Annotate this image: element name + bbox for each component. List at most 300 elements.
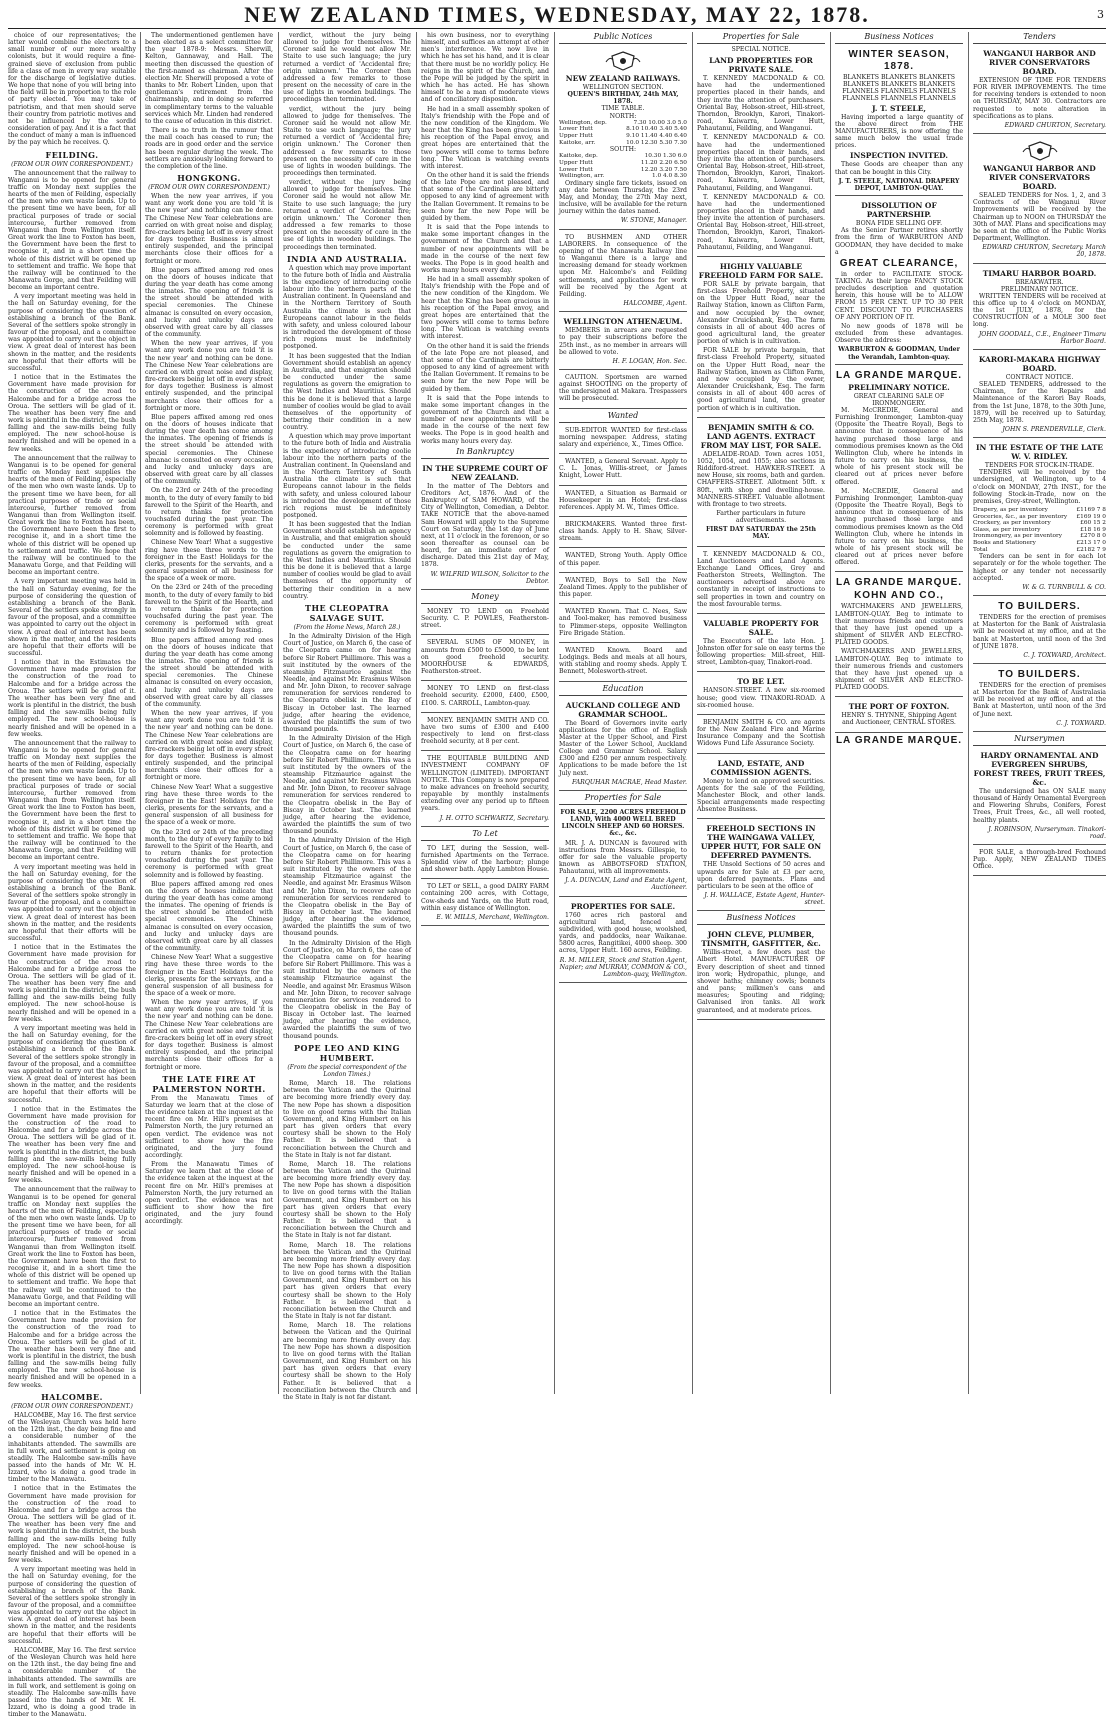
business-ad xyxy=(835,46,963,196)
money-ad xyxy=(421,637,549,681)
business-ad xyxy=(835,198,963,365)
timetable-title: TIME TABLE. xyxy=(601,105,645,113)
ad-text: TO LET, during the Session, well-furnished Apartments on the Terrace. Splendid view of the harbour; plunge and shower bath. Apply Lambton House. xyxy=(421,844,549,874)
station-times: 7.30 10.00 3.0 5.0 xyxy=(633,119,687,126)
ad-line: BLANKETS BLANKETS BLANKETS xyxy=(842,74,956,81)
article-text: On the other hand it is said the friends of the late Pope are not pleased, and that some of the Cardinals are bitterly opposed to any kind of agreement with the Italian Government. It remains to be seen how far the new Pope will be guided by them. xyxy=(421,342,549,393)
ad-subheading: GREAT CLEARING SALE OF IRONMONGERY. xyxy=(853,392,945,407)
coat-of-arms-icon xyxy=(604,50,642,72)
article-text: There is no truth in the rumour that the mail coach has ceased to run; the roads are in good order and the service has been regular during the week. The settlers are anxiously looking forward to the completion of the line. xyxy=(145,127,273,170)
article-text: The undermentioned gentlemen have been elected as a select committee for the year 1878-9: Messrs. Sherwill, Kelton, Gannaway, and Hall. The meeting then discussed the question of the first-named as chairman. After the election Mr. Sherwill proposed a vote of thanks to Mr. Robert Linden, upon that gentleman's retirement from the chairmanship, and in doing so referred in complimentary terms to the valuable services which Mr. Linden had rendered to the cause of education in this district. xyxy=(145,32,273,125)
section-heading: Properties for Sale xyxy=(559,793,687,805)
article-heading: POPE LEO AND KING HUMBERT. xyxy=(294,1042,400,1063)
ad-banner: GREAT CLEARANCE, xyxy=(839,257,959,269)
ad-text: T. KENNEDY MACDONALD & CO. have had the undermentioned properties placed in their hands, and they invite the attention of purchasers. Oriental Bay, Hobson-street, Hill-street, Thorndon, Brooklyn, Karori, Tinakori-road, Kaiwarra, Lower Hutt, Pahautanui, Feilding, and Wanganui. xyxy=(697,75,825,133)
station-name: Wellington, arr. xyxy=(559,173,605,180)
notice-text: TO BUSHMEN AND OTHER LABORERS. In consequence of the opening of the Manawatu Railway line to Wanganui there is a large and increasing demand for steady workmen upon Mr. Halcombe's and Feilding settlements, and applications for work will be received by the Agent at Feilding. xyxy=(559,233,687,298)
ad-text: FOR SALE, 2200 ACRES FREEHOLD LAND, With 4000 WELL BRED LINCOLN SHEEP AND 60 HORSES. &c., &c. xyxy=(560,808,686,838)
railway-notice xyxy=(559,46,687,230)
ad-text: These Goods are cheaper than any that can be bought in this City. xyxy=(835,161,963,176)
article-text: A question which may prove important to the future both of India and Australia is the expediency of introducing coolie labour into the northern parts of the Australian continent. In Queensland and in the Northern Territory of South Australia the climate is such that Europeans cannot labour in the fields with safety, and unless coloured labour is introduced the development of those rich regions must be indefinitely postponed. xyxy=(283,433,411,519)
timetable-direction: SOUTH: xyxy=(609,146,637,154)
lot-name: Total xyxy=(973,546,988,553)
article-text: In the Admiralty Division of the High Court of Justice, on March 6, the case of the Cleopatra came on for hearing before Sir Robert Phillimore. This was a suit instituted by the owners of the steamship Fitzmaurice against the Needle, and against Mr. Erasmus Wilson and Mr. John Dixon, to recover salvage remuneration for services rendered to the Cleopatra obelisk in the Bay of Biscay in October last. The learned judge, after hearing the evidence, awarded the plaintiffs the sum of two thousand pounds. xyxy=(283,837,411,938)
ad-heading: LAND PROPERTIES FOR PRIVATE SALE. xyxy=(709,56,813,75)
property-ad xyxy=(559,899,687,983)
article-text: Blue papers affixed among red ones on the doors of houses indicate that during the year death has come among the inmates. The opening of friends is the street should be attended with special ceremonies. The Chinese almanac is consulted on every occasion, and lucky and unlucky days are observed with great care by all classes of the community. xyxy=(145,880,273,953)
ad-text: M. McCREDIE, General and Furnishing Ironmonger, Lambton-quay (Opposite the Theatre Royal), Begs to announce that in consequence of his having purchased those large and commodious premises known as the Old Wellington Club, where he intends in future to carry on his business, the whole of his present stock will be cleared out at prices never before offered. xyxy=(835,407,963,486)
ad-heading: LAND, ESTATE, AND COMMISSION AGENTS. xyxy=(710,758,812,777)
ad-text: BRICKMAKERS. Wanted three first-class hands. Apply to H. Shaw, Silver-stream. xyxy=(559,521,687,543)
article-text: A very important meeting was held in the hall on Saturday evening, for the purpose of considering the question of establishing a branch of the Bank. Several of the settlers spoke strongly in favour of the proposal, and a committee was appointed to carry out the object in view. A great deal of interest has been shown in the matter, and the residents are hopeful that their efforts will be successful. xyxy=(8,863,136,943)
notice-signature: EDWARD CHURTON, Secretary. March 20, 1878. xyxy=(982,244,1106,259)
article-text: In the Admiralty Division of the High Court of Justice, on March 6, the case of the Cleopatra came on for hearing before Sir Robert Phillimore. This was a suit instituted by the owners of the steamship Fitzmaurice against the Needle, and against Mr. Erasmus Wilson and Mr. John Dixon, to recover salvage remuneration for services rendered to the Cleopatra obelisk in the Bay of Biscay in October last. The learned judge, after hearing the evidence, awarded the plaintiffs the sum of two thousand pounds. xyxy=(283,735,411,836)
notice-heading: WANGANUI HARBOR AND RIVER CONSERVATORS BOARD. xyxy=(983,49,1096,76)
ad-note: Farther particulars in future advertisements. xyxy=(716,509,806,525)
notice-heading: TIMARU HARBOR BOARD. xyxy=(982,268,1097,278)
lot-name: Books and Stationery xyxy=(973,540,1036,547)
timetable-row xyxy=(559,167,687,174)
notice-title: QUEEN'S BIRTHDAY, 24th MAY, 1878. xyxy=(567,91,679,106)
timetable-row xyxy=(559,140,687,147)
lot-name: Crockery, as per inventory xyxy=(973,520,1051,527)
article-text: A very important meeting was held in the hall on Saturday evening, for the purpose of considering the question of establishing a branch of the Bank. Several of the settlers spoke strongly in favour of the proposal, and a committee was appointed to carry out the object in view. A great deal of interest has been shown in the matter, and the residents are hopeful that their efforts will be successful. xyxy=(8,1024,136,1104)
ad-text: BENJAMIN SMITH & CO. are agents for the New Zealand Fire and Marine Insurance Company and the Scottish Widows Fund Life Assurance Society. xyxy=(697,718,825,748)
ad-text: T. KENNEDY MACDONALD & CO. have had the undermentioned properties placed in their hands, and they invite the attention of purchasers. Oriental Bay, Hobson-street, Hill-street, Thorndon, Brooklyn, Karori, Tinakori-road, Kaiwarra, Lower Hutt, Pahautanui, Feilding, and Wanganui. xyxy=(697,193,825,251)
wanted-ad xyxy=(559,519,687,548)
tender-notice xyxy=(973,598,1106,664)
property-ad xyxy=(559,807,687,897)
ad-banner: KOHN AND CO., xyxy=(854,590,944,602)
section-heading: Public Notices xyxy=(559,32,687,44)
notice-heading: WANGANUI HARBOR AND RIVER CONSERVATORS BOARD. xyxy=(983,164,1096,192)
wanted-ad xyxy=(559,645,687,682)
ad-signature: FARQUHAR MACRAE, Head Master. xyxy=(571,778,687,786)
lot-value: £60 15 2 xyxy=(1080,520,1106,527)
ad-text: Money to lend on approved securities. Agents for the sale of the Feilding, Manchester Block, and other lands. Special arrangements made respecting Absentee Business. xyxy=(697,777,825,814)
notice-signature: W. STONE, Manager. xyxy=(620,217,687,225)
article-text: Rome, March 18. The relations between the Vatican and the Quirinal are becoming more friendly every day. The new Pope has shown a disposition to live on good terms with the Italian Government, and King Humbert on his part has given orders that every courtesy shall be shown to the Holy Father. It is believed that a reconciliation between the Church and the State in Italy is not far distant. xyxy=(283,1241,411,1321)
ad-heading: DISSOLUTION OF PARTNERSHIP. xyxy=(861,201,937,220)
tender-notice xyxy=(973,266,1106,350)
notice-text: WRITTEN TENDERS will be received at this office up to 4 o'clock on MONDAY, the 1st JULY, 1878, for the CONSTRUCTION of a MOLE 300 feet long. xyxy=(973,292,1106,329)
ad-text: FOR SALE by private bargain, that first-class Freehold Property, situated on the Upper Hutt Road, near the Railway Station, known as Clifton Farm, and now occupied by the owner, Alexander Cruickshank, Esq. The farm consists in all of about 400 acres of good agricultural land, the greater portion of which is in cultivation. xyxy=(697,347,825,412)
tender-notice xyxy=(973,352,1106,438)
article-text: It has been suggested that the Indian Government should establish an agency in Australia, and that emigration should be conducted under the same regulations as govern the emigration to the West Indies and Mauritius. Should this be done it is believed that a large number of coolies would be glad to avail themselves of the opportunity of bettering their condition in a new country. xyxy=(283,521,411,600)
money-ad xyxy=(421,606,549,635)
ad-heading: VALUABLE PROPERTY FOR SALE. xyxy=(703,618,819,637)
ad-text: FOR SALE by private bargain, that first-class Freehold Property, situated on the Upper Hutt Road, near the Railway Station, known as Clifton Farm, and now occupied by the owner, Alexander Cruickshank, Esq. The farm consists in all of about 400 acres of good agricultural land, the greater portion of which is in cultivation. xyxy=(697,280,825,346)
property-ad xyxy=(697,821,825,911)
ad-text: T. KENNEDY MACDONALD & CO., Land Auctioneers and Land Agents. Exchange Land Offices, Grey and Featherston Streets, Wellington. The auctioneers advertised above are constantly in receipt of instructions to sell properties in town and country on the most favourable terms. xyxy=(697,550,825,608)
notice-banner: TO BUILDERS. xyxy=(998,668,1081,680)
ad-heading: J. T. STEELE, xyxy=(871,103,927,113)
notice-heading: KARORI-MAKARA HIGHWAY BOARD. xyxy=(978,354,1101,373)
article-text: choice of our representatives; the latter would combine the electors to a small number of our more wealthy colonists, but it would require a fine-grained sieve of exclusion from public life a class of men in every way suitable for the discharge of legislative duties. We hope that none of you will bring into the field will be in proportion to the role of party elected. You may take of patriotism, and that men should serve their country from patriotic motives and not be influenced by the sordid consideration of pay. And it is a fact that the conduct of many a man is influenced by the pay which he receives. Q. xyxy=(8,32,136,147)
notice-subheading: PRELIMINARY NOTICE. xyxy=(1000,285,1079,293)
notice-signature: W. WILFRID WILSON, Solicitor to the Debtor. xyxy=(430,570,549,585)
ad-heading: AUCKLAND COLLEGE AND GRAMMAR SCHOOL. xyxy=(565,700,681,719)
timetable-row xyxy=(559,160,687,167)
ad-text: 1760 acres rich pastoral and agricultural land, fenced and subdivided, with good house, woolshed, yards, and paddocks, near Waikanae. 5800 acres, Rangitikei, 4000 sheep. 300 acres, Upper Hutt. 160 acres, Feilding. xyxy=(559,911,687,955)
ad-signature: J. A. DUNCAN, Land and Estate Agent, Auctioneer. xyxy=(565,877,687,892)
column-7 xyxy=(835,32,963,1394)
ad-text: The Executors of the late Hon. J. Johnston offer for sale on easy terms the following properties: Mill-street, Hill-street, Lambton-quay, Tinakori-road. xyxy=(697,637,825,667)
ad-text: WANTED, Boys to Sell the New Zealand Times. Apply to the publisher of this paper. xyxy=(559,576,687,599)
table-row xyxy=(973,540,1106,547)
ad-signature: J. T. STEELE, NATIONAL DRAPERY DEPOT, LAMBTON-QUAY. xyxy=(838,177,960,192)
article-text: A question which may prove important to the future both of India and Australia is the expediency of introducing coolie labour into the northern parts of the Australian continent. In Queensland and in the Northern Territory of South Australia the climate is such that Europeans cannot labour in the fields with safety, and unless coloured labour is introduced the development of those rich regions must be indefinitely postponed. xyxy=(283,264,411,351)
article-text: Chinese New Year! What a suggestive ring have these three words to the foreigner in the East! Holidays for the clerks, presents for the servants, and a general suspension of all business for the space of a week or more. xyxy=(145,954,273,997)
ad-line: FLANNELS FLANNELS FLANNELS xyxy=(842,95,956,103)
notice-subheading: CONTRACT NOTICE. xyxy=(1005,373,1074,381)
newspaper-title: NEW ZEALAND TIMES, WEDNESDAY, MAY 22, 1878. xyxy=(244,2,870,27)
stock-lots-table xyxy=(973,507,1106,553)
article-byline: (From the special correspondent of the London Times.) xyxy=(287,1063,407,1078)
ad-signature: WARBURTON & GOODMAN, Under the Verandah, Lambton-quay. xyxy=(838,346,960,361)
article-text: I notice that in the Estimates the Government have made provision for the construction of the road to Halcombe and for a bridge across the Oroua. The settlers will be glad of it. The weather has been very fine and work is plentiful in the district, the bush falling and the saw-mills being fully employed. The new school-house is nearly finished and will be opened in a few weeks. xyxy=(8,1310,136,1389)
notice-text: TENDERS will be received by the undersigned, at Wellington, up to 4 o'clock on MONDAY, 27th INST., for the following Stock-in-Trade, now on the premises, Grey-street, Wellington. xyxy=(973,469,1106,505)
ad-text: As the Senior Partner retires shortly from the firm of WARBURTON AND GOODMAN, they have decided to make a xyxy=(835,227,963,256)
notice-signature: H. F. LOGAN, Hon. Sec. xyxy=(612,357,687,365)
notice-signature: C. J. TOXWARD. xyxy=(1056,719,1106,727)
table-row xyxy=(973,527,1106,534)
column-2 xyxy=(145,32,273,1394)
article-text: It is said that the Pope intends to make some important changes in the government of the Church and that a number of new appointments will be made in the course of the next few weeks. The Pope is in good health and works many hours every day. xyxy=(421,224,549,274)
notice-text: Tenders can be sent in for each lot separately or for the whole together. The highest or any tender not necessarily accepted. xyxy=(973,553,1106,582)
section-heading: To Let xyxy=(421,829,549,841)
article-text: I notice that in the Estimates the Government have made provision for the construction of the road to Halcombe and for a bridge across the Oroua. The settlers will be glad of it. The weather has been very fine and work is plentiful in the district, the bush falling and the saw-mills being fully employed. The new school-house is nearly finished and will be opened in a few weeks. xyxy=(8,374,136,453)
ad-text: WATCHMAKERS AND JEWELLERS, LAMBTON-QUAY. Beg to intimate to their numerous friends and customers that they have just opened up a shipment of SILVER AND ELECTRO-PLATED GOODS. xyxy=(835,648,963,692)
notice-heading: IN THE ESTATE OF THE LATE W. V. RIDLEY. xyxy=(975,443,1104,462)
article-heading: INDIA AND AUSTRALIA. xyxy=(286,253,408,264)
timetable-row xyxy=(559,153,687,160)
article-text: When the new year arrives, if you want any work done you are told 'it is the new year' and nothing can be done. The Chinese New Year celebrations are carried on with great noise and display, fire-crackers being let off in every street for days together. Business is almost entirely suspended, and the principal merchants close their offices for a fortnight or more. xyxy=(145,999,273,1071)
ad-text: Willis-street, a few doors past the Albert Hotel. MANUFACTURER OF Every description of sheet and tinned iron work; Hydropathic, plunge, and shower baths; chimney cowls; bonnets and pans; milkmen's cans and measures; Spouting and ridging; Galvanised iron tanks. All work guaranteed, and at moderate prices. xyxy=(697,949,825,1014)
article-heading: FEILDING. xyxy=(45,149,99,160)
notice-text: EXTENSION OF TIME FOR TENDERS FOR RIVER IMPROVEMENTS. The time for receiving tenders is extended to noon on THURSDAY, MAY 30. Contractors are requested to note alteration in specifications as to plans. xyxy=(973,77,1106,120)
article-text: It is said that the Pope intends to make some important changes in the government of the Church and that a number of new appointments will be made in the course of the next few weeks. The Pope is in good health and works many hours every day. xyxy=(421,394,549,445)
ad-banner: LA GRANDE MARQUE. xyxy=(835,577,963,589)
station-name: Upper Hutt xyxy=(559,159,593,166)
article-text: verdict, without the jury being allowed to judge for themselves. The Coroner said he would not allow Mr. Staite to use such language; the jury returned a verdict of 'Accidental fire; origin unknown.' The Coroner then addressed a few remarks to those present on the necessity of care in the use of lights in wooden buildings. The proceedings then terminated. xyxy=(283,179,411,251)
notice-text: TENDERS for the erection of premises at Masterton for the Bank of Australasia will be received at my office, and at the Bank at Masterton, until noon of the 3rd of June next. xyxy=(973,681,1106,718)
notice-signature: EDWARD CHURTON, Secretary. xyxy=(1004,121,1106,129)
wanted-ad xyxy=(559,606,687,643)
article-text: When the new year arrives, if you want any work done you are told 'it is the new year' and nothing can be done. The Chinese New Year celebrations are carried on with great noise and display, fire-crackers being let off in every street for days together. Business is almost entirely suspended, and the principal merchants close their offices for a fortnight or more. xyxy=(145,340,273,412)
to-let-ad xyxy=(421,881,549,926)
public-notice xyxy=(559,314,687,370)
ad-text: MONEY TO LEND on Freehold Security. C. P. POWLES, Featherston-street. xyxy=(421,607,549,630)
property-ad xyxy=(697,674,825,714)
public-notice xyxy=(559,372,687,409)
property-ad xyxy=(697,420,825,547)
article-text: He had in a small assembly spoken of Italy's friendship with the Pope and of the new condition of the Kingdom. We hear that the King has been gracious in his reception of the Papal envoy, and great hopes are entertained that the two powers will come to terms before long. The Vatican is watching events with interest. xyxy=(421,105,549,170)
section-subheading: SPECIAL NOTICE. xyxy=(731,46,791,53)
article-text: On the other hand it is said the friends of the late Pope are not pleased, and that some of the Cardinals are bitterly opposed to any kind of agreement with the Italian Government. It remains to be seen how far the new Pope will be guided by them. xyxy=(421,171,549,222)
section-heading: In Bankruptcy xyxy=(421,447,549,459)
section-heading: Business Notices xyxy=(835,32,963,44)
section-heading: Tenders xyxy=(973,32,1106,44)
station-times: 1.0 4.0 8.30 xyxy=(651,173,687,180)
article-text: I notice that in the Estimates the Government have made provision for the construction of the road to Halcombe and for a bridge across the Oroua. The settlers will be glad of it. The weather has been very fine and work is plentiful in the district, the bush falling and the saw-mills being fully employed. The new school-house is nearly finished and will be opened in a few weeks. xyxy=(8,659,136,738)
ad-text: Having imported a large quantity of the above direct from THE MANUFACTURERS, is now offering the same much below the usual trade prices. xyxy=(835,113,963,150)
article-text: Chinese New Year! What a suggestive ring have these three words to the foreigner in the East! Holidays for the clerks, presents for the servants, and a general suspension of all business for the space of a week or more. xyxy=(145,539,273,583)
lot-value: £213 17 0 xyxy=(1076,540,1106,547)
notice-signature: W. & G. TURNBULL & CO. xyxy=(1022,583,1106,591)
ad-text: in order to FACILITATE STOCK-TAKING. As their large FANCY STOCK precludes description and quotation herein, this house will be to ALLOW FROM 15 PER CENT. UP TO 30 PER CENT. DISCOUNT TO PURCHASERS OF ANY PORTION OF IT. xyxy=(835,270,963,321)
ad-note: FIRST DAY SATURDAY the 25th MAY. xyxy=(705,526,816,541)
article-text: When the new year arrives, if you want any work done you are told 'it is the new year' and nothing can be done. The Chinese New Year celebrations are carried on with great noise and display, fire-crackers being let off in every street for days together. Business is almost entirely suspended, and the principal merchants close their offices for a fortnight or more. xyxy=(145,710,273,782)
article-text: Rome, March 18. The relations between the Vatican and the Quirinal are becoming more friendly every day. The new Pope has shown a disposition to live on good terms with the Italian Government, and King Humbert on his part has given orders that every courtesy shall be shown to the Holy Father. It is believed that a reconciliation between the Church and the State in Italy is not far distant. xyxy=(283,1080,411,1159)
article-byline: (From the Home News, March 28.) xyxy=(293,623,401,631)
ad-banner: LA GRANDE MARQUE. xyxy=(835,734,963,746)
timetable-row xyxy=(559,173,687,180)
ad-text: No new goods of 1878 will be excluded from these advantages. Observe the address: xyxy=(835,322,963,345)
timetable-north xyxy=(559,120,687,146)
ad-signature: J. ROBINSON, Nurseryman. Tinakori-road. xyxy=(988,825,1106,840)
ad-text: MR. J. A. DUNCAN is favoured with instructions from Messrs. Gillespie, to offer for sale the valuable property known as ABBOTSFORD STATION, Pahautanui, with all improvements. xyxy=(559,839,687,876)
column-rule xyxy=(416,32,417,1394)
lot-value: £1169 7 8 xyxy=(1076,507,1106,514)
classified-ad xyxy=(973,847,1106,876)
ad-text: ADELAIDE-ROAD. Town acres 1051, 1052, 1054, and 1055; also sections in Riddiford-street. HAWKER-STREET. A new House, six rooms, bath and garden. CHAFFERS-STREET. Allotment 50ft. x 80ft., with shop and dwelling-house. MANNERS-STREET. Valuable allotment with frontage to two streets. xyxy=(697,450,825,508)
business-ad xyxy=(835,574,963,697)
property-ad xyxy=(697,616,825,673)
lot-name: Groceries, &c., as per inventory xyxy=(973,513,1068,520)
article-text: When the new year arrives, if you want any work done you are told 'it is the new year' and nothing can be done. The Chinese New Year celebrations are carried on with great noise and display, fire-crackers being let off in every street for days together. Business is almost entirely suspended, and the principal merchants close their offices for a fortnight or more. xyxy=(145,193,273,265)
station-times: 11.20 2.20 6.50 xyxy=(640,159,687,166)
wanted-ad xyxy=(559,575,687,604)
notice-signature: HALCOMBE, Agent. xyxy=(623,300,687,308)
ad-line: FLANNELS FLANNELS FLANNELS xyxy=(842,88,956,96)
masthead xyxy=(0,0,1114,26)
article-text: I notice that in the Estimates the Government have made provision for the construction of the road to Halcombe and for a bridge across the Oroua. The settlers will be glad of it. The weather has been very fine and work is plentiful in the district, the bush falling and the saw-mills being fully employed. The new school-house is nearly finished and will be opened in a few weeks. xyxy=(8,1105,136,1185)
tender-notice xyxy=(973,46,1106,134)
page-number: 3 xyxy=(1097,8,1104,21)
article-text: On the 23rd or 24th of the preceding month, to the duty of every family to bid farewell to the Spirit of the Hearth, and to return thanks for protection vouchsafed during the past year. The ceremony is performed with great solemnity and is followed by feasting. xyxy=(145,584,273,635)
column-rule xyxy=(140,32,141,1394)
lot-name: Glass, as per inventory xyxy=(973,526,1041,533)
lot-name: Drapery, as per inventory xyxy=(973,507,1048,514)
section-heading: Nurserymen xyxy=(973,734,1106,746)
ad-subheading: BONA FIDE SELLING OFF. xyxy=(855,220,943,228)
station-name: Wellington, dep. xyxy=(559,119,607,126)
article-text: I notice that in the Estimates the Government have made provision for the construction of the road to Halcombe and for a bridge across the Oroua. The settlers will be glad of it. The weather has been very fine and work is plentiful in the district, the bush falling and the saw-mills being fully employed. The new school-house is nearly finished and will be opened in a few weeks. xyxy=(8,1485,136,1565)
notice-text: Ordinary single fare tickets, issued on any date between Thursday, the 23rd May, and Monday, the 27th May next, inclusive, will be available for the return journey within the dates named. xyxy=(559,179,687,216)
article-byline: (FROM OUR OWN CORRESPONDENT.) xyxy=(148,183,270,191)
article-text: HALCOMBE, May 16. The first service of the Wesleyan Church was held here on the 12th inst., the day being fine and a considerable number of the inhabitants attended. The sawmills are in full work, and settlement is going on steadily. The Halcombe saw-mills have passed into the hands of Mr. W. H. Izzard, who is doing a good trade in timber to the Manawatu. xyxy=(8,1646,136,1718)
article-text: HALCOMBE, May 16. The first service of the Wesleyan Church was held here on the 12th inst., the day being fine and a considerable number of the inhabitants attended. The sawmills are in full work, and settlement is going on steadily. The Halcombe saw-mills have passed into the hands of Mr. W. H. Izzard, who is doing a good trade in timber to the Manawatu. xyxy=(8,1411,136,1484)
article-heading: THE CLEOPATRA SALVAGE SUIT. xyxy=(305,602,389,623)
article-text: A very important meeting was held in the hall on Saturday evening, for the purpose of considering the question of establishing a branch of the Bank. Several of the settlers spoke strongly in favour of the proposal, and a committee was appointed to carry out the object in view. A great deal of interest has been shown in the matter, and the residents are hopeful that their efforts will be successful. xyxy=(8,1566,136,1645)
money-ad xyxy=(421,683,549,712)
column-rule xyxy=(278,32,279,1394)
station-times: 9.10 11.40 4.40 6.40 xyxy=(626,132,687,139)
to-let-ad xyxy=(421,843,549,880)
ad-text: FOR SALE, a thorough-bred Foxhound Pup. Apply, NEW ZEALAND TIMES Office. xyxy=(973,849,1106,871)
ad-text: WANTED Known. Board and Lodgings. Beds and meals at all hours, with stabling and roomy sheds. Apply T. Bennett, Molesworth-street. xyxy=(559,646,687,676)
station-name: Lower Hutt xyxy=(559,126,593,133)
article-text: his own business, nor to everything himself, and suffices an attempt at other men's interference. We now live in which he has set his hand, and it is clear that there must be no worldly policy. He reigns in the spirit of the Church, and the Pope will be judged by the spirit in which he has acted. He has shown himself to be a man of moderate views and of conciliatory disposition. xyxy=(421,32,549,104)
article-text: A very important meeting was held in the hall on Saturday evening, for the purpose of considering the question of establishing a branch of the Bank. Several of the settlers spoke strongly in favour of the proposal, and a committee was appointed to carry out the object in view. A great deal of interest has been shown in the matter, and the residents are hopeful that their efforts will be successful. xyxy=(8,578,136,657)
article-byline: (FROM OUR OWN CORRESPONDENT.) xyxy=(11,160,133,168)
section-heading: Education xyxy=(559,684,687,696)
notice-text: CAUTION. Sportsmen are warned against SHOOTING on the property of the undersigned at Makara. Trespassers will be prosecuted. xyxy=(559,373,687,403)
article-text: verdict, without the jury being allowed to judge for themselves. The Coroner said he would not allow Mr. Staite to use such language; the jury returned a verdict of 'Accidental fire; origin unknown.' The Coroner then addressed a few remarks to those present on the necessity of care in the use of lights in wooden buildings. The proceedings then terminated. xyxy=(283,105,411,177)
article-text: On the 23rd or 24th of the preceding month, to the duty of every family to bid farewell to the Spirit of the Hearth, and to return thanks for protection vouchsafed during the past year. The ceremony is performed with great solemnity and is followed by feasting. xyxy=(145,828,273,879)
ad-signature: R. M. MILLER, Stock and Station Agent, Napier; and MURRAY, COMMON & CO., Lambton-quay, Wellington. xyxy=(559,956,687,978)
timetable-row xyxy=(559,126,687,133)
notice-signature: JOHN S. PRENDERVILLE, Clerk. xyxy=(1002,426,1106,433)
ad-text: WANTED, a General Servant. Apply to C. L. Jonas, Willis-street, or James Knight, Lower Hutt. xyxy=(559,458,687,480)
article-text: Blue papers affixed among red ones on the doors of houses indicate that during the year death has come among the inmates. The opening of friends is the street should be attended with special ceremonies. The Chinese almanac is consulted on every occasion, and lucky and unlucky days are observed with great care by all classes of the community. xyxy=(145,636,273,708)
article-text: Rome, March 18. The relations between the Vatican and the Quirinal are becoming more friendly every day. The new Pope has shown a disposition to live on good terms with the Italian Government, and King Humbert on his part has given orders that every courtesy shall be shown to the Holy Father. It is believed that a reconciliation between the Church and the State in Italy is not far distant. xyxy=(283,1322,411,1401)
ad-heading: PROPERTIES FOR SALE. xyxy=(570,901,676,911)
ad-text: The Board of Governors invite early applications for the office of English Master at the Upper School, and First Master of the Lower School, Auckland College and Grammar School. Salary £300 and £250 per annum respectively. Applications to be made before the 1st July next. xyxy=(559,719,687,777)
station-times: 10.0 12.30 5.30 7.30 xyxy=(626,139,687,146)
timetable-direction: NORTH: xyxy=(609,112,637,120)
ad-heading: TO BE LET. xyxy=(737,677,785,687)
tender-notice xyxy=(973,666,1106,732)
business-ad xyxy=(835,699,963,732)
article-text: verdict, without the jury being allowed to judge for themselves. The Coroner said he would not allow Mr. Staite to use such language; the jury returned a verdict of 'Accidental fire; origin unknown.' The Coroner then addressed a few remarks to those present on the necessity of care in the use of lights in wooden buildings. The proceedings then terminated. xyxy=(283,32,411,104)
notice-text: TENDERS for the erection of premises at Masterton for the Bank of Australasia will be received at my office, and at the bank at Masterton, until noon of the 3rd of JUNE 1878. xyxy=(973,614,1106,650)
business-ad xyxy=(835,367,963,573)
ad-signature: J. H. WALLACE, Estate Agent, Hunter-street. xyxy=(704,891,825,907)
notice-subheading: BREAKWATER. xyxy=(1015,278,1064,286)
article-text: Chinese New Year! What a suggestive ring have these three words to the foreigner in the East! Holidays for the clerks, presents for the servants, and a general suspension of all business for the space of a week or more. xyxy=(145,783,273,827)
wanted-ad xyxy=(559,456,687,485)
article-heading: HONGKONG. xyxy=(177,172,241,183)
table-row xyxy=(973,547,1106,554)
timetable-row xyxy=(559,120,687,127)
notice-heading: WELLINGTON ATHENÆUM. xyxy=(563,317,683,327)
ad-text: M. McCREDIE, General and Furnishing Ironmonger, Lambton-quay (Opposite the Theatre Royal), Begs to announce that in consequence of his having purchased those large and commodious premises known as the Old Wellington Club, where he intends in future to carry on his business, the whole of his present stock will be cleared out at prices never before offered. xyxy=(835,487,963,567)
article-byline: (FROM OUR OWN CORRESPONDENT.) xyxy=(11,1402,133,1410)
notice-text: In the matter of The Debtors and Creditors Act, 1876. And of the Bankruptcy of SAM HOWARD, of the City of Wellington, Comedian, a Debtor. TAKE NOTICE that the above-named Sam Howard will apply to the Supreme Court on Saturday, the 1st day of June next, at 11 o'clock in the forenoon, or so soon thereafter as counsel can be heard, for an immediate order of discharge. Dated this 21st day of May, 1878. xyxy=(421,482,549,569)
wanted-ad xyxy=(559,488,687,517)
ad-heading: THE PORT OF FOXTON. xyxy=(848,702,950,712)
timetable-south xyxy=(559,153,687,179)
station-times: 8.10 10.40 3.40 5.40 xyxy=(626,126,687,133)
ad-text: T. KENNEDY MACDONALD & CO. have had the undermentioned properties placed in their hands, and they invite the attention of purchasers. Oriental Bay, Hobson-street, Hill-street, Thorndon, Brooklyn, Karori, Tinakori-road, Kaiwarra, Lower Hutt, Pahautanui, Feilding, and Wanganui. xyxy=(697,134,825,192)
table-row xyxy=(973,533,1106,540)
ad-text: SUB-EDITOR WANTED for first-class morning newspaper. Address, stating salary and experience, X., Times Office. xyxy=(559,426,687,448)
notice-heading: NEW ZEALAND RAILWAYS. xyxy=(565,74,681,83)
property-ad xyxy=(697,717,825,754)
article-heading: HALCOMBE. xyxy=(41,1391,103,1402)
column-4 xyxy=(421,32,549,1394)
nursery-ad xyxy=(973,748,1106,845)
ad-text: WATCHMAKERS AND JEWELLERS, LAMBTON-QUAY. Beg to intimate to their numerous friends and customers that they have just opened up a shipment of SILVER AND ELECTRO-PLATED GOODS. xyxy=(835,603,963,647)
article-text: In the Admiralty Division of the High Court of Justice, on March 6, the case of the Cleopatra came on for hearing before Sir Robert Phillimore. This was a suit instituted by the owners of the steamship Fitzmaurice against the Needle, and against Mr. Erasmus Wilson and Mr. John Dixon, to recover salvage remuneration for services rendered to the Cleopatra obelisk in the Bay of Biscay in October last. The learned judge, after hearing the evidence, awarded the plaintiffs the sum of two thousand pounds. xyxy=(283,939,411,1040)
timetable-row xyxy=(559,133,687,140)
lot-name: Ironmongery, as per inventory xyxy=(973,533,1063,540)
lot-value: £18 16 9 xyxy=(1080,526,1106,533)
ad-text: TO LET or SELL, a good DAIRY FARM containing 200 acres, with Cottage, Cow-sheds and Yards, on the Hutt road, within easy distance of Wellington. xyxy=(421,883,549,912)
article-text: A very important meeting was held in the hall on Saturday evening, for the purpose of considering the question of establishing a branch of the Bank. Several of the settlers spoke strongly in favour of the proposal, and a committee was appointed to carry out the object in view. A great deal of interest has been shown in the matter, and the residents are hopeful that their efforts will be successful. xyxy=(8,293,136,372)
article-text: The announcement that the railway to Wanganui is to be opened for general traffic on Monday next supplies the hearts of the men of Feilding, especially of the men who own waste lands. Up to the present time we have been, for all practical purposes of trade or social intercourse, further removed from Wanganui than from Wellington itself. Great work the line to Foxton has been, the Government have been the first to recognise it, and in a short time the whole of this district will be opened up to settlement and traffic. We hope that the railway will be continued to the Manawatu Gorge, and that Feilding will become an important centre. xyxy=(8,739,136,862)
wanted-ad xyxy=(559,550,687,572)
ad-text: WANTED, Strong Youth. Apply Office of this paper. xyxy=(559,552,687,567)
money-ad xyxy=(421,715,549,752)
coat-of-arms-icon xyxy=(1021,140,1059,162)
article-text: Rome, March 18. The relations between the Vatican and the Quirinal are becoming more friendly every day. The new Pope has shown a disposition to live on good terms with the Italian Government, and King Humbert on his part has given orders that every courtesy shall be shown to the Holy Father. It is believed that a reconciliation between the Church and the State in Italy is not far distant. xyxy=(283,1160,411,1240)
notice-subheading: WELLINGTON SECTION. xyxy=(582,84,664,91)
column-3 xyxy=(283,32,411,1401)
notice-signature: C. J. TOXWARD, Architect. xyxy=(1023,651,1106,659)
notice-signature: JOHN GOODALL, C.E., Engineer Timaru Harbor Board. xyxy=(978,330,1106,345)
article-text: I notice that in the Estimates the Government have made provision for the construction of the road to Halcombe and for a bridge across the Oroua. The settlers will be glad of it. The weather has been very fine and work is plentiful in the district, the bush falling and the saw-mills being fully employed. The new school-house is nearly finished and will be opened in a few weeks. xyxy=(8,944,136,1023)
ad-text: WANTED, a Situation as Barmaid or Housekeeper in an Hotel; first-class references. Apply M. W., Times Office. xyxy=(559,489,687,511)
notice-text: MEMBERS in arrears are requested to pay their subscriptions before the 25th inst., as no member in arrears will be allowed to vote. xyxy=(559,327,687,356)
table-row xyxy=(973,520,1106,527)
tender-notice xyxy=(973,136,1106,263)
ad-text: THE EQUITABLE BUILDING AND INVESTMENT COMPANY OF WELLINGTON (LIMITED). IMPORTANT NOTICE. This Company is now prepared to make advances on freehold security, repayable by monthly instalments extending over any period up to fifteen years. xyxy=(421,755,549,813)
section-heading: Wanted xyxy=(559,411,687,423)
ad-text: SEVERAL SUMS OF MONEY, in amounts from £500 to £5000, to be lent on good freehold security. MOORHOUSE & EDWARDS, Featherston-street. xyxy=(421,639,549,676)
notice-text: SEALED TENDERS, addressed to the Chairman, for the Repairs and Maintenance of the Karori Bay Roads, from the 1st June, 1878, to the 30th June, 1879, will be received up to Saturday, 25th May, 1878. xyxy=(973,381,1106,424)
public-notice xyxy=(559,232,687,313)
article-text: He had in a small assembly spoken of Italy's friendship with the Pope and of the new condition of the Kingdom. We hear that the King has been gracious in his reception of the Papal envoy, and great hopes are entertained that the two powers will come to terms before long. The Vatican is watching events with interest. xyxy=(421,276,549,341)
station-name: Kaitoke, arr. xyxy=(559,139,596,146)
ad-signature: E. W. MILLS, Merchant, Wellington. xyxy=(436,913,549,921)
property-ad xyxy=(697,756,825,820)
wanted-ad xyxy=(559,425,687,454)
column-rule xyxy=(692,32,693,1394)
column-rule xyxy=(968,32,969,1394)
station-name: Kaitoke, dep. xyxy=(559,153,598,160)
ad-line: BLANKETS BLANKETS BLANKETS xyxy=(842,81,956,89)
money-ad xyxy=(421,753,549,826)
article-text: It has been suggested that the Indian Government should establish an agency in Australia, and that emigration should be conducted under the same regulations as govern the emigration to the West Indies and Mauritius. Should this be done it is believed that a large number of coolies would be glad to avail themselves of the opportunity of bettering their condition in a new country. xyxy=(283,352,411,432)
article-text: From the Manawatu Times of Saturday we learn that at the close of the evidence taken at the inquest at the recent fire on Mr. Hill's premises at Palmerston North, the jury returned an open verdict. The evidence was not sufficient to show how the fire originated, and the jury found accordingly. xyxy=(145,1094,273,1159)
column-6 xyxy=(697,32,825,1394)
article-text: Blue papers affixed among red ones on the doors of houses indicate that during the year death has come among the inmates. The opening of friends is the street should be attended with special ceremonies. The Chinese almanac is consulted on every occasion, and lucky and unlucky days are observed with great care by all classes of the community. xyxy=(145,266,273,339)
ad-text: THE Unsold Sections of 50 acres and upwards are for Sale at £3 per acre, upon deferred payments. Plans and particulars to be seen at the office of xyxy=(697,861,825,890)
property-ad xyxy=(697,259,825,418)
lot-value: £169 19 0 xyxy=(1076,513,1106,520)
column-1 xyxy=(8,32,136,1718)
bankruptcy-notice xyxy=(421,461,549,590)
section-heading: Money xyxy=(421,592,549,604)
lot-value: £2182 7 9 xyxy=(1076,546,1106,553)
column-rule xyxy=(554,32,555,1394)
station-name: Lower Hutt xyxy=(559,166,593,173)
notice-subheading: TENDERS FOR STOCK-IN-TRADE. xyxy=(984,462,1095,470)
station-name: Upper Hutt xyxy=(559,132,593,139)
ad-heading: BENJAMIN SMITH & CO. LAND AGENTS. EXTRACT FROM MAY LIST, FOR SALE. xyxy=(700,422,822,450)
ad-heading: HIGHLY VALUABLE FREEHOLD FARM FOR SALE. xyxy=(698,261,824,280)
article-text: From the Manawatu Times of Saturday we learn that at the close of the evidence taken at the inquest at the recent fire on Mr. Hill's premises at Palmerston North, the jury returned an open verdict. The evidence was not sufficient to show how the fire originated, and the jury found accordingly. xyxy=(145,1161,273,1226)
notice-heading: IN THE SUPREME COURT OF NEW ZEALAND. xyxy=(422,463,548,482)
section-heading: Business Notices xyxy=(697,913,825,925)
article-text: The announcement that the railway to Wanganui is to be opened for general traffic on Monday next supplies the hearts of the men of Feilding, especially of the men who own waste lands. Up to the present time we have been, for all practical purposes of trade or social intercourse, further removed from Wanganui than from Wellington itself. Great work the line to Foxton has been, the Government have been the first to recognise it, and in a short time the whole of this district will be opened up to settlement and traffic. We hope that the railway will be continued to the Manawatu Gorge, and that Feilding will become an important centre. xyxy=(8,1186,136,1308)
article-text: The announcement that the railway to Wanganui is to be opened for general traffic on Monday next supplies the hearts of the men of Feilding, especially of the men who own waste lands. Up to the present time we have been, for all practical purposes of trade or social intercourse, further removed from Wanganui than from Wellington itself. Great work the line to Foxton has been, the Government have been the first to recognise it, and in a short time the whole of this district will be opened up to settlement and traffic. We hope that the railway will be continued to the Manawatu Gorge, and that Feilding will become an important centre. xyxy=(8,454,136,577)
notice-banner: TO BUILDERS. xyxy=(998,601,1081,613)
article-text: In the Admiralty Division of the High Court of Justice, on March 6, the case of the Cleopatra came on for hearing before Sir Robert Phillimore. This was a suit instituted by the owners of the steamship Fitzmaurice against the Needle, and against Mr. Erasmus Wilson and Mr. John Dixon, to recover salvage remuneration for services rendered to the Cleopatra obelisk in the Bay of Biscay in October last. The learned judge, after hearing the evidence, awarded the plaintiffs the sum of two thousand pounds. xyxy=(283,633,411,734)
tender-notice xyxy=(973,440,1106,596)
article-text: The announcement that the railway to Wanganui is to be opened for general traffic on Monday next supplies the hearts of the men of Feilding, especially of the men who own waste lands. Up to the present time we have been, for all practical purposes of trade or social intercourse, further removed from Wanganui than from Wellington itself. Great work the line to Foxton has been, the Government have been the first to recognise it, and in a short time the whole of this district will be opened up to settlement and traffic. We hope that the railway will be continued to the Manawatu Gorge, and that Feilding will become an important centre. xyxy=(8,169,136,292)
column-rule xyxy=(830,32,831,1394)
notice-text: SEALED TENDERS for Nos. 1, 2, and 3 Contracts of the Wanganui River Improvements will be received by the Chairman up to NOON on THURSDAY the 30th of MAY. Plans and specifications may be seen at the office of the Public Works Department, Wellington. xyxy=(973,192,1106,243)
ad-text: MONEY. BENJAMIN SMITH AND CO. have two sums of £300 and £400 respectively to lend on first-class freehold security, at 8 per cent. xyxy=(421,716,549,746)
table-row xyxy=(973,507,1106,514)
property-ad xyxy=(697,53,825,257)
ad-heading: FREEHOLD SECTIONS IN THE WAINGAWA VALLEY, UPPER HUTT, FOR SALE ON DEFERRED PAYMENTS. xyxy=(700,824,822,861)
ad-banner: LA GRANDE MARQUE. xyxy=(835,369,963,381)
